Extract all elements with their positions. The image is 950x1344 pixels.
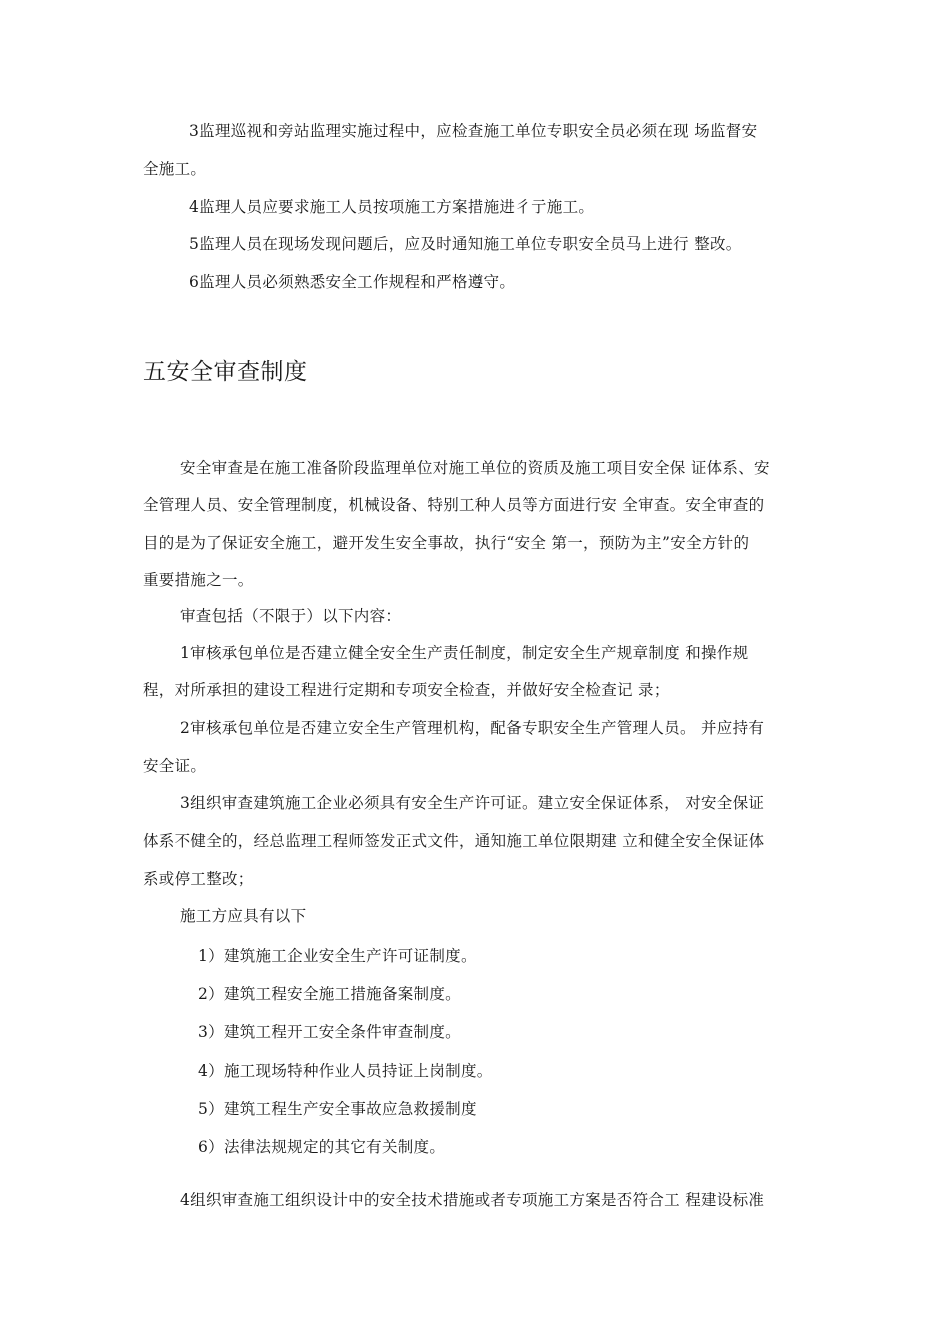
paragraph-line: 6监理人员必须熟悉安全工作规程和严格遵守。 xyxy=(189,273,516,291)
list-item: 3）建筑工程开工安全条件审查制度。 xyxy=(198,1023,461,1041)
paragraph-line: 目的是为了保证安全施工，避开发生安全事故，执行“安全 第一，预防为主”安全方针的 xyxy=(143,534,750,552)
paragraph-line: 体系不健全的，经总监理工程师签发正式文件，通知施工单位限期建 立和健全安全保证体 xyxy=(143,832,765,850)
paragraph-line: 程，对所承担的建设工程进行定期和专项安全检查，并做好安全检查记 录； xyxy=(143,681,670,699)
paragraph-line: 1审核承包单位是否建立健全安全生产责任制度，制定安全生产规章制度 和操作规 xyxy=(180,644,749,662)
paragraph-line: 系或停工整改； xyxy=(143,870,254,888)
list-item: 5）建筑工程生产安全事故应急救援制度 xyxy=(198,1100,477,1118)
section-title: 五安全审查制度 xyxy=(143,359,308,385)
paragraph-line: 2审核承包单位是否建立安全生产管理机构，配备专职安全生产管理人员。 并应持有 xyxy=(180,719,765,737)
paragraph-line: 安全审查是在施工准备阶段监理单位对施工单位的资质及施工项目安全保 证体系、安 xyxy=(180,459,770,477)
paragraph-line: 施工方应具有以下 xyxy=(180,907,307,925)
paragraph-line: 全施工。 xyxy=(143,160,207,178)
list-item: 4）施工现场特种作业人员持证上岗制度。 xyxy=(198,1062,493,1080)
paragraph-line: 安全证。 xyxy=(143,757,207,775)
paragraph-line: 4组织审查施工组织设计中的安全技术措施或者专项施工方案是否符合工 程建设标准 xyxy=(180,1191,765,1209)
list-item: 6）法律法规规定的其它有关制度。 xyxy=(198,1138,446,1156)
paragraph-line: 审查包括（不限于）以下内容： xyxy=(180,607,402,625)
paragraph-line: 全管理人员、安全管理制度，机械设备、特别工种人员等方面进行安 全审查。安全审查的 xyxy=(143,496,765,514)
list-item: 2）建筑工程安全施工措施备案制度。 xyxy=(198,985,461,1003)
paragraph-line: 3组织审查建筑施工企业必须具有安全生产许可证。建立安全保证体系， 对安全保证 xyxy=(180,794,765,812)
paragraph-line: 3监理巡视和旁站监理实施过程中，应检查施工单位专职安全员必须在现 场监督安 xyxy=(189,122,758,140)
paragraph-line: 重要措施之一。 xyxy=(143,571,254,589)
paragraph-line: 5监理人员在现场发现问题后，应及时通知施工单位专职安全员马上进行 整改。 xyxy=(189,235,742,253)
paragraph-line: 4监理人员应要求施工人员按项施工方案措施进彳亍施工。 xyxy=(189,198,595,216)
list-item: 1）建筑施工企业安全生产许可证制度。 xyxy=(198,947,477,965)
